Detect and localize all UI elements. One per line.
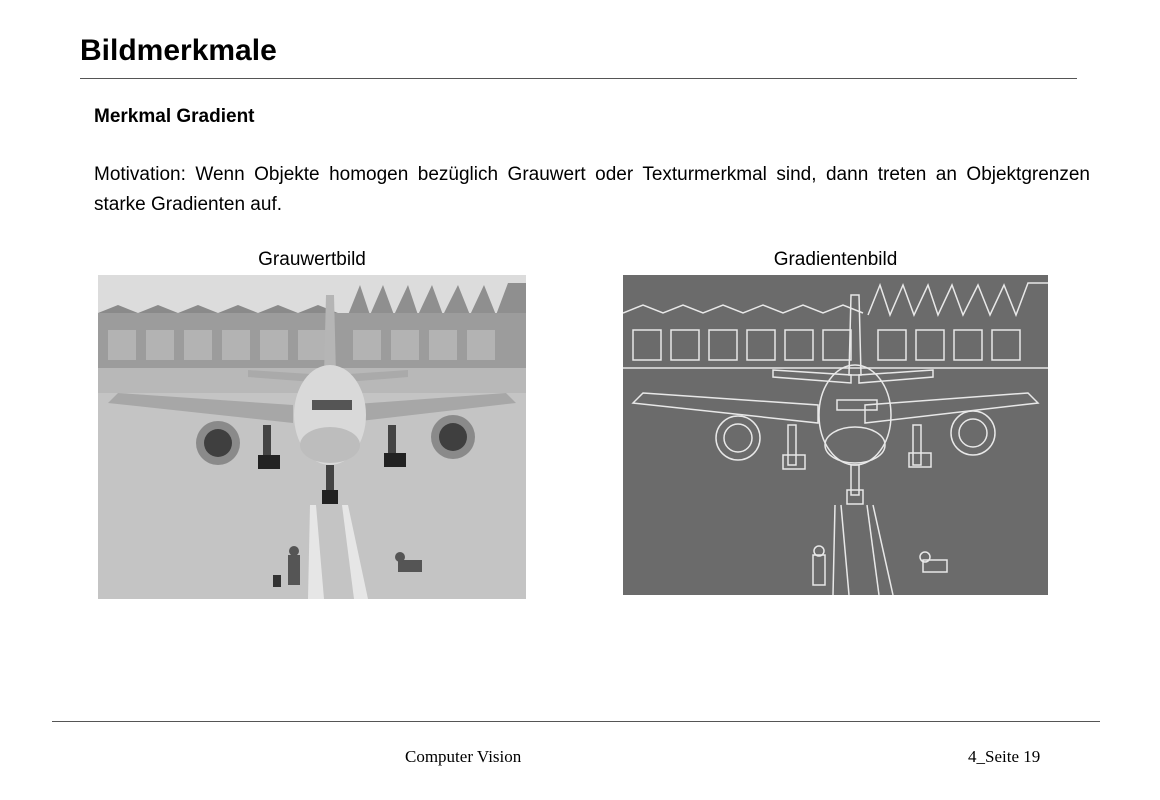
gradient-airplane-image	[623, 275, 1048, 595]
grayscale-image-label: Grauwertbild	[258, 249, 366, 270]
section-heading: Merkmal Gradient	[94, 106, 255, 127]
grayscale-airplane-image	[98, 275, 526, 599]
gradient-image-label: Gradientenbild	[773, 249, 898, 270]
title-divider	[80, 78, 1077, 79]
footer-course-name: Computer Vision	[405, 747, 522, 766]
motivation-text: Motivation: Wenn Objekte homogen bezüglich Grauwert oder Texturmerkmal sind, dann treten an Objektgrenzen starke Gradienten auf.	[94, 164, 1090, 215]
slide-title: Bildmerkmale	[80, 34, 277, 67]
footer-page-number: 4_Seite 19	[968, 747, 1041, 766]
footer-divider	[52, 721, 1100, 722]
